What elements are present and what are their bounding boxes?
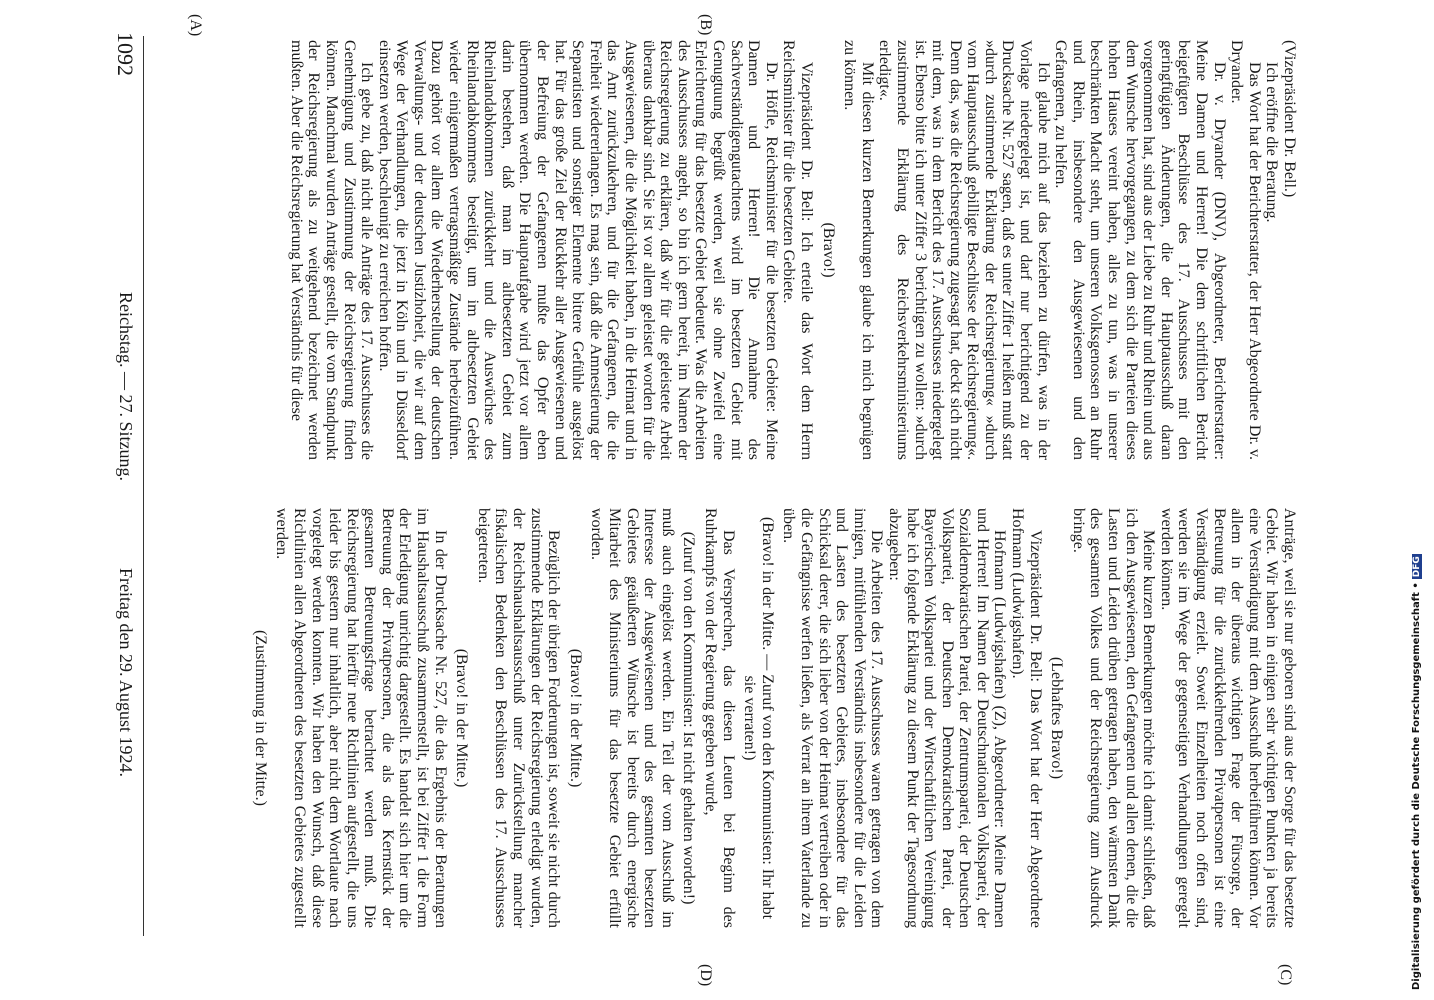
paragraph: Hofmann (Ludwigshafen) (Z), Abgeordneter: Meine Damen und Herren! Im Namen der Deutschnationalen Volkspartei, der Sozialdemokratischen Partei, der Zentrumspartei, der Deutschen Volkspartei, der Deutschen Demokratischen Partei, der Bayerischen Volkspartei und der Wirtschaftlichen Vereinigung habe ich folgende Erklärung zu diesem Punkt der Tagesordnung abzugeben: <box>885 508 1009 928</box>
header-rule <box>143 36 144 936</box>
page-number: 1092 <box>113 32 138 76</box>
paragraph: Ich glaube mich auf das beziehen zu dürfen, was in der Vorlage niedergelegt ist, und darf nur berichtigend zu der Drucksache Nr. 527 sagen, daß es unter Ziffer 1 heißen muß statt »durch zustimmende Erklärung der Reichsregierung« »durch vom Hauptausschuß gebilligte Beschlüsse der Reichsregierung«. Denn das, was die Reichsregierung zugesagt hat, deckt sich nicht mit dem, was in dem Bericht des 17. Ausschusses niedergelegt ist. Ebenso bitte ich unter Ziffer 3 berichtigen zu wollen: »durch zustimmende Erklärung des Reichsverkehrsministeriums erledigt«. <box>876 40 1052 460</box>
interjection: (Bravo!) <box>819 222 837 278</box>
paragraph: Das Versprechen, das diesen Leuten bei Beginn des Ruhrkampfs von der Regierung gegeben wurde, <box>702 508 737 928</box>
interjection: (Zustimmung in der Mitte.) <box>251 630 269 806</box>
paragraph: Vizepräsident Dr. Bell: Das Wort hat der Herr Abgeordnete Hofmann (Ludwigshafen). <box>1009 508 1044 928</box>
paragraph: Bezüglich der übrigen Forderungen ist, soweit sie nicht durch zustimmende Erklärungen der Reichsregierung erledigt wurden, der Reichshaushaltsausschuß unter Zurückstellung mancher fiskalischen Bedenken den Beschlüssen des 17. Ausschusses beigetreten. <box>474 508 563 928</box>
paragraph: Ich gebe zu, daß nicht alle Anträge des 17. Ausschusses die Genehmigung und Zustimmung der Reichsregierung finden können. Manchmal wurden Anträge gestellt, die vom Standpunkt der Reichsregierung als zu weitgehend bezeichnet werden mußten. Aber die Reichsregierung hat Verständnis für diese <box>287 40 376 460</box>
margin-mark-d: (D) <box>697 964 714 987</box>
margin-mark-c: (C) <box>1277 964 1294 986</box>
paragraph: Dr. v. Dryander (DNV), Abgeordneter, Berichterstatter: Meine Damen und Herren! Die dem schriftlichen Bericht beigefügten Beschlüsse des 17. Ausschusses mit den geringfügigen Änderungen, die der Hauptausschuß daran vorgenommen hat, sind aus der Liebe zu Ruhr und Rhein und aus dem Wunsche hervorgegangen, zu dem sich die Parteien dieses hohen Hauses vereint haben, alles zu tun, was in unserer beschränkten Macht steht, um unseren Volksgenossen an Ruhr und Rhein, insbesondere den Ausgewiesenen und den Gefangenen, zu helfen. <box>1052 40 1228 460</box>
paragraph: Ich eröffne die Beratung. <box>1263 62 1281 223</box>
interjection: (Zuruf von den Kommunisten: Ist nicht gehalten worden!) <box>680 531 698 905</box>
dfg-logo: DFG <box>1412 556 1422 578</box>
interjection: (Lebhaftes Bravo!) <box>1048 656 1066 780</box>
paragraph: Die Arbeiten des 17. Ausschusses waren getragen von dem innigen, mitfühlenden Verständnis insbesondere für die Leiden und Lasten des besetzten Gebietes, insbesondere für das Schicksal derer, die sich lieber von der Heimat vertreiben oder in die Gefängnisse werfen ließen, als Verrat an ihrem Vaterlande zu üben. <box>780 508 886 928</box>
paragraph: Vizepräsident Dr. Bell: Ich erteile das Wort dem Herrn Reichsminister für die besetzten Gebiete. <box>780 40 815 460</box>
margin-mark-b: (B) <box>697 14 714 36</box>
paragraph: Dr. Höfle, Reichsminister für die besetzten Gebiete: Meine Damen und Herren! Die Annahme des Sachverständigengutachtens wird im besetzten Gebiet mit Genugtuung begrüßt werden, weil sie ohne Zweifel eine Erleichterung für das besetzte Gebiet bedeutet. Was die Arbeiten des Ausschusses angeht, so bin ich gern bereit, im Namen der Reichsregierung zu erklären, daß wir für die geleistete Arbeit überaus dankbar sind. Sie ist vor allem geleistet worden für die Ausgewiesenen, die die Möglichkeit haben, in die Heimat und in das Amt zurückzukehren, und für die Gefangenen, die die Freiheit wiedererlangen. Es mag sein, daß die Amnestierung der Separatisten und sonstiger Elemente bittere Gefühle ausgelöst hat. Für das große Ziel der Rückkehr aller Ausgewiesenen und der Befreiung der Gefangenen mußte das Opfer eben übernommen werden. Die Hauptaufgabe wird jetzt vor allem darin bestehen, daß man im altbesetzten Gebiet zum Rheinlandabkommen zurückkehrt und die Auswüchse des Rheinlandabkommens beseitigt, um im altbesetzten Gebiet wieder einigermaßen vertragsmäßige Zustände herbeizuführen. Dazu gehört vor allem die Wiederherstellung der deutschen Verwaltungs- und der deutschen Justizhoheit, die wir auf dem Wege der Verhandlungen, die jetzt in Köln und in Düsseldorf einsetzen werden, beschleunigt zu erreichen hoffen. <box>375 40 780 460</box>
paragraph: Anträge, weil sie nur geboren sind aus der Sorge für das besetzte Gebiet. Wir haben in einigen sehr wichtigen Punkten ja bereits eine Verständigung mit dem Ausschuß herbeiführen können. Vor allem in der überaus wichtigen Frage der Fürsorge, der Betreuung für die zurückkehrenden Privatpersonen ist eine Verständigung erzielt. Soweit Einzelheiten noch offen sind, werden sie im Wege der gegenseitigen Verhandlungen geregelt werden können. <box>1157 508 1298 928</box>
paragraph: Das Wort hat der Berichterstatter, der Herr Abgeordnete Dr. v. Dryander. <box>1228 40 1263 460</box>
paragraph: In der Drucksache Nr. 527, die das Ergebnis der Beratungen im Haushaltsausschuß zusammenstellt, ist bei Ziffer 1 die Form der Erledigung unrichtig dargestellt. Es handelt sich hier um die Betreuung der Privatpersonen, die als das Kernstück der gesamten Betreuungsfrage betrachtet werden muß. Die Reichsregierung hat hierfür neue Richtlinien aufgestellt, die uns leider bis gestern nur inhaltlich, aber nicht dem Wortlaute nach vorgelegt werden konnten. Wir haben den Wunsch, daß diese Richtlinien allen Abgeordneten des besetzten Gebietes zugestellt werden. <box>273 508 449 928</box>
margin-mark-a: (A) <box>187 14 204 37</box>
digitization-credit <box>1409 0 1434 1000</box>
right-text-column <box>148 508 1298 928</box>
interjection: (Bravo! in der Mitte.) <box>453 648 471 788</box>
credit-text: Digitalisierung gefördert durch die Deutsche Forschungsgemeinschaft • <box>1411 582 1422 990</box>
session-title: Reichstag. — 27. Sitzung. <box>116 292 136 481</box>
paragraph: (Vizepräsident Dr. Bell.) <box>1281 40 1298 198</box>
page-header <box>106 32 138 946</box>
interjection: (Bravo! in der Mitte.) <box>566 648 584 788</box>
left-text-column <box>148 40 1298 460</box>
paragraph: Mit diesen kurzen Bemerkungen glaube ich mich begnügen zu können. <box>841 40 876 460</box>
interjection: (Bravo! in der Mitte. — Zuruf von den Kommunisten: Ihr habt sie verraten!) <box>741 516 776 920</box>
paragraph: muß auch eingelöst werden. Ein Teil der vom Ausschuß im Interesse der Ausgewiesenen und des gesamten besetzten Gebietes geäußerten Wünsche ist bereits durch energische Mitarbeit des Ministeriums für das besetzte Gebiet erfüllt worden. <box>588 508 676 928</box>
session-date: Freitag den 29. August 1924. <box>116 568 136 777</box>
paragraph: Meine kurzen Bemerkungen möchte ich damit schließen, daß ich den Ausgewiesenen, den Gefangenen und allen denen, die die Lasten und Leiden drüben getragen haben, den wärmsten Dank des gesamten Volkes und der Reichsregierung zum Ausdruck bringe. <box>1069 508 1158 928</box>
